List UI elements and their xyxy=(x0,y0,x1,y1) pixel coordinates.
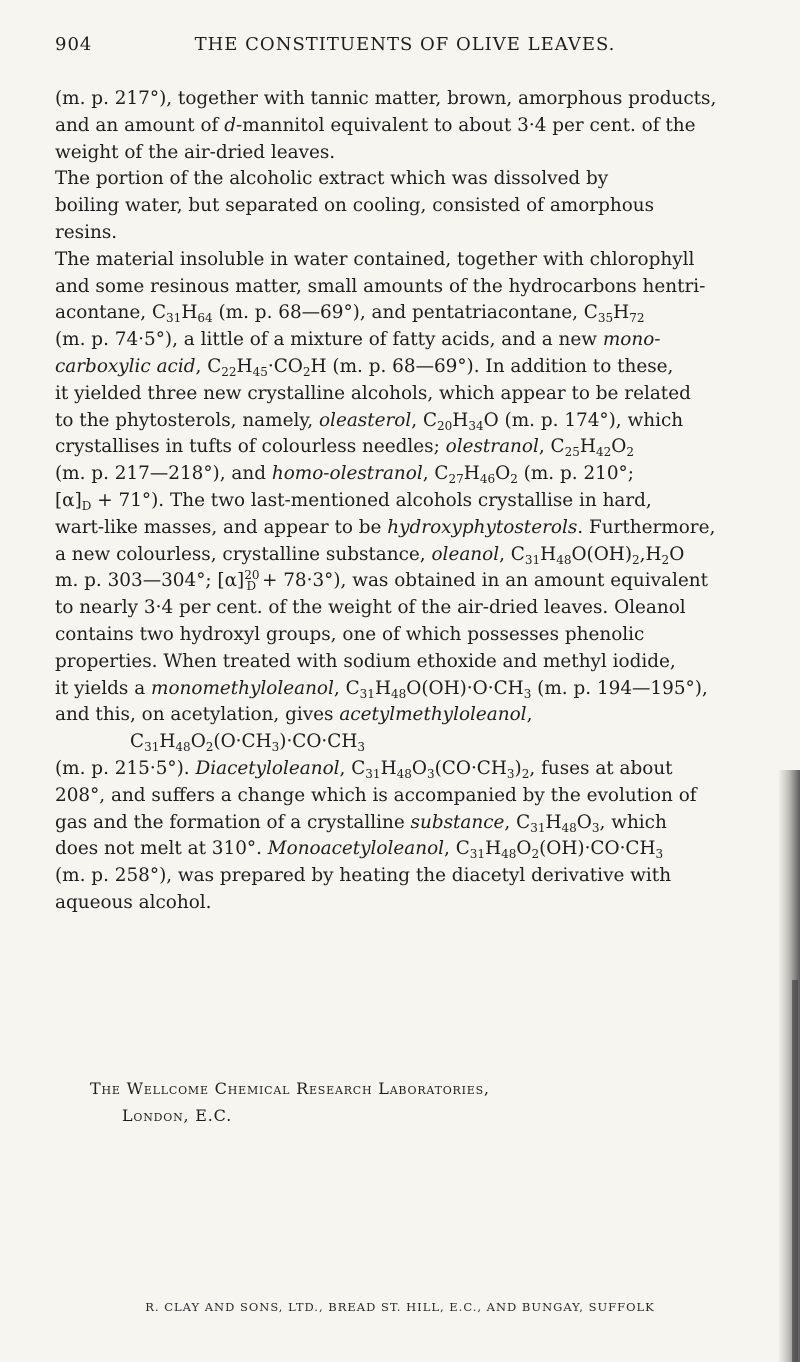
formula-line: $C_{31}H_{48}O_2(O\cdot CH_3)\cdot CO\cdot CH_3$ xyxy=(130,731,366,755)
page-edge-dark-strip xyxy=(792,980,798,1362)
text-line: properties. When treated with sodium ethoxide and methyl iodide, xyxy=(55,650,676,672)
text-line: weight of the air-dried leaves. xyxy=(55,141,336,163)
text-line: and an amount of d-mannitol equivalent to about 3·4 per cent. of the xyxy=(55,114,696,136)
text-line: (m. p. 215·5°). Diacetyloleanol, $C_{31}H_{48}O_3(CO\cdot CH_3)_2$, fuses at about xyxy=(55,757,673,781)
text-line: (m. p. 217—218°), and homo-olestranol, $C_{27}H_{46}O_2$ (m. p. 210°; xyxy=(55,463,634,487)
text-line: The material insoluble in water contained, together with chlorophyll xyxy=(55,248,695,270)
text-line: a new colourless, crystalline substance, oleanol, $C_{31}H_{48}O(OH)_2,H_2O$ xyxy=(55,543,685,567)
text-line: The portion of the alcoholic extract which was dissolved by xyxy=(55,168,609,190)
body-text xyxy=(55,86,767,917)
text-line: boiling water, but separated on cooling, consisted of amorphous xyxy=(55,195,655,217)
text-line: m. p. 303—304°; $[\alpha]^{20}_D + 78\cdot 3^\circ$), was obtained in an amount equivalent xyxy=(55,568,709,594)
text-line: acontane, $C_{31}H_{64}$ (m. p. 68—69°), and pentatriacontane, $C_{35}H_{72}$ xyxy=(55,302,645,326)
text-line: wart-like masses, and appear to be hydroxyphytosterols. Furthermore, xyxy=(55,516,716,538)
text-line: crystallises in tufts of colourless needles; olestranol, $C_{25}H_{42}O_2$ xyxy=(55,436,634,460)
printer-imprint: R. CLAY AND SONS, LTD., BREAD ST. HILL, E.C., AND BUNGAY, SUFFOLK xyxy=(145,1300,655,1314)
text-line: it yields a monomethyloleanol, $C_{31}H_{48}O(OH)\cdot O\cdot CH_3$ (m. p. 194—195°), xyxy=(55,677,708,701)
paragraph-1 xyxy=(55,86,767,166)
text-line: does not melt at 310°. Monoacetyloleanol, $C_{31}H_{48}O_2(OH)\cdot CO\cdot CH_3$ xyxy=(55,838,664,862)
text-line: (m. p. 258°), was prepared by heating the diacetyl derivative with xyxy=(55,865,672,887)
paragraph-3 xyxy=(55,247,767,917)
signature-line-1: The Wellcome Chemical Research Laboratories, xyxy=(90,1079,490,1098)
text-line: it yielded three new crystalline alcohols, which appear to be related xyxy=(55,382,691,404)
text-line: contains two hydroxyl groups, one of which possesses phenolic xyxy=(55,623,645,645)
text-line: $[\alpha]_D + 71^\circ$). The two last-mentioned alcohols crystallise in hard, xyxy=(55,489,652,513)
text-line: and this, on acetylation, gives acetylmethyloleanol, xyxy=(55,704,533,726)
text-line: (m. p. 74·5°), a little of a mixture of fatty acids, and a new mono- xyxy=(55,329,661,351)
running-header xyxy=(55,34,755,64)
text-line: (m. p. 217°), together with tannic matter, brown, amorphous products, xyxy=(55,88,717,109)
text-line: 208°, and suffers a change which is accompanied by the evolution of xyxy=(55,784,697,806)
text-line: to the phytosterols, namely, oleasterol, $C_{20}H_{34}O$ (m. p. 174°), which xyxy=(55,409,684,433)
page-number: 904 xyxy=(55,34,93,55)
signature-block xyxy=(90,1075,490,1129)
paragraph-2 xyxy=(55,166,767,246)
running-title: THE CONSTITUENTS OF OLIVE LEAVES. xyxy=(194,34,616,55)
text-line: gas and the formation of a crystalline substance, $C_{31}H_{48}O_3$, which xyxy=(55,811,667,835)
text-line: aqueous alcohol. xyxy=(55,891,212,913)
text-line: carboxylic acid, $C_{22}H_{45}\cdot CO_2H$ (m. p. 68—69°). In addition to these, xyxy=(55,355,674,379)
text-line: resins. xyxy=(55,221,118,243)
signature-line-2: London, E.C. xyxy=(122,1106,233,1125)
text-line: to nearly 3·4 per cent. of the weight of the air-dried leaves. Oleanol xyxy=(55,597,686,619)
text-line: and some resinous matter, small amounts of the hydrocarbons hentri- xyxy=(55,275,706,297)
